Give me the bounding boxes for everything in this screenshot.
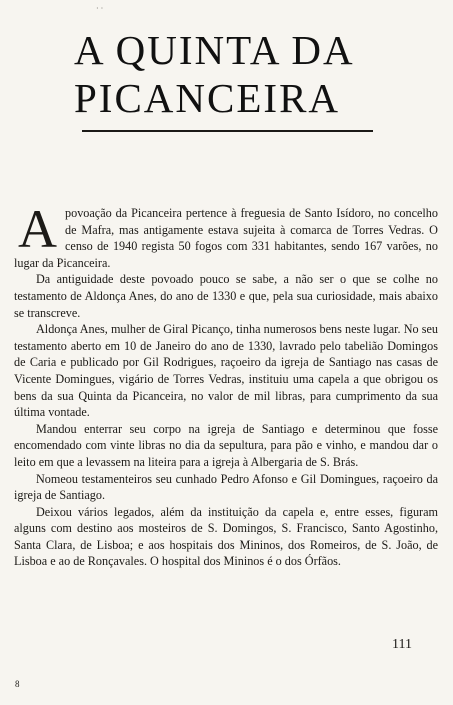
page-number: 111 xyxy=(392,637,412,652)
paragraph-6: Deixou vários legados, além da instituição da capela e, entre esses, figuram alguns com destino aos mosteiros de S. Domingos, S. Francisco, Santo Agostinho, Santa Clara, de Lisboa; e aos hospitais dos Mininos, dos Romeiros, de S. João, de Lisboa e ao de Ronçavales. O hospital dos Mininos é o dos Órfãos. xyxy=(14,504,438,569)
paragraph-5: Nomeou testamenteiros seu cunhado Pedro Afonso e Gil Domingues, raçoeiro da igreja de Santiago. xyxy=(14,471,438,503)
paragraph-1-text: povoação da Picanceira pertence à freguesia de Santo Isídoro, no concelho de Mafra, mas antigamente estava sujeita à comarca de Torres Vedras. O censo de 1940 regista 50 fogos com 331 habitantes, sendo 167 varões, no lugar da Picanceira. xyxy=(14,206,438,270)
drop-cap: A xyxy=(18,199,57,259)
body-text xyxy=(14,199,438,570)
paragraph-2: Da antiguidade deste povoado pouco se sabe, a não ser o que se colhe no testamento de Aldonça Anes, do ano de 1330 e que, pela sua curiosidade, mais abaixo se transcreve. xyxy=(14,272,438,320)
top-dots-mark: · · xyxy=(96,4,104,13)
paragraph-4: Mandou enterrar seu corpo na igreja de Santiago e determinou que fosse encomendado com vinte libras no dia da sepultura, para pão e vinho, e mandou dar o leito em que a levassem na liteira para a igreja à Albergaria de S. Brás. xyxy=(14,421,438,469)
title-line-1: A QUINTA DA xyxy=(74,27,355,73)
title-line-2: PICANCEIRA xyxy=(74,75,341,121)
signature-mark: 8 xyxy=(15,679,20,689)
paragraph-1 xyxy=(14,199,438,271)
paragraph-3: Aldonça Anes, mulher de Giral Picanço, tinha numerosos bens neste lugar. No seu testamento aberto em 10 de Janeiro do ano de 1330, lavrado pelo tabelião Domingos de Caria e publicado por Gil Rodrigues, raçoeiro da igreja de Santiago nas casas de Vicente Domingues, vigário de Torres Vedras, instituiu uma capela a que obrigou os bens da sua Quinta da Picanceira, no valor de mil libras, para cumprimento da sua última vontade. xyxy=(14,322,438,420)
chapter-title xyxy=(74,26,404,122)
title-rule xyxy=(82,130,373,132)
